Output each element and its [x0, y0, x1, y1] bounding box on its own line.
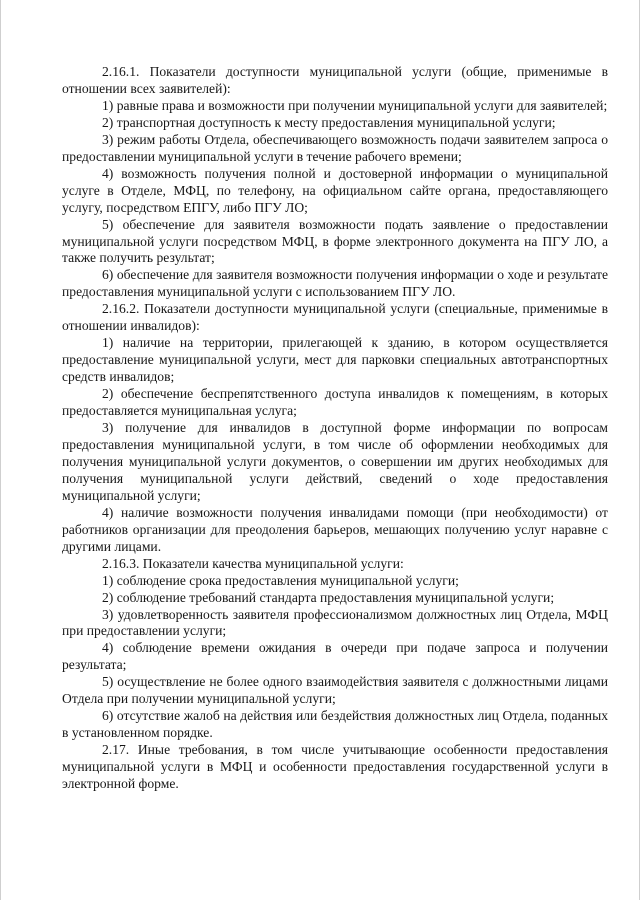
section-2-16-1-heading: 2.16.1. Показатели доступности муниципальной услуги (общие, применимые в отношении всех заявителей):	[62, 64, 608, 96]
list-item: 1) наличие на территории, прилегающей к зданию, в котором осуществляется предоставление муниципальной услуги, мест для парковки специальных автотранспортных средств инвалидов;	[62, 335, 608, 385]
list-item: 2) соблюдение требований стандарта предоставления муниципальной услуги;	[102, 589, 555, 605]
list-item: 1) соблюдение срока предоставления муниципальной услуги;	[102, 572, 459, 588]
list-item: 5) обеспечение для заявителя возможности подать заявление о предоставлении муниципальной услуги посредством МФЦ, в форме электронного документа на ПГУ ЛО, а также получить результат;	[62, 216, 608, 266]
list-item: 1) равные права и возможности при получении муниципальной услуги для заявителей;	[102, 97, 608, 113]
list-item: 2) обеспечение беспрепятственного доступа инвалидов к помещениям, в которых предоставляется муниципальная услуга;	[62, 386, 608, 419]
list-item: 3) режим работы Отдела, обеспечивающего возможность подачи заявителем запроса о предоставлении муниципальной услуги в течение рабочего времени;	[62, 131, 608, 164]
scan-left-edge	[0, 0, 1, 900]
document-page	[62, 64, 608, 793]
list-item: 4) соблюдение времени ожидания в очереди при подаче запроса и получении результата;	[62, 640, 608, 673]
list-item: 2) транспортная доступность к месту предоставления муниципальной услуги;	[102, 114, 556, 130]
section-2-17-paragraph: 2.17. Иные требования, в том числе учитывающие особенности предоставления муниципальной услуги в МФЦ и особенности предоставления государственной услуги в электронной форме.	[62, 742, 608, 792]
list-item: 5) осуществление не более одного взаимодействия заявителя с должностными лицами Отдела при получении муниципальной услуги;	[62, 674, 608, 707]
list-item: 4) наличие возможности получения инвалидами помощи (при необходимости) от работников организации для преодоления барьеров, мешающих получению услуг наравне с другими лицами.	[62, 504, 608, 554]
list-item: 3) получение для инвалидов в доступной форме информации по вопросам предоставления муниципальной услуги, в том числе об оформлении необходимых для получения муниципальной услуги документов, о совершении им других необходимых для получения муниципальной услуги действий, сведений о ходе предоставления муниципальной услуги;	[62, 420, 608, 503]
section-2-16-3-heading: 2.16.3. Показатели качества муниципальной услуги:	[102, 555, 404, 571]
section-2-16-2-heading: 2.16.2. Показатели доступности муниципальной услуги (специальные, применимые в отношении инвалидов):	[62, 301, 608, 334]
list-item: 6) отсутствие жалоб на действия или бездействия должностных лиц Отдела, поданных в установленном порядке.	[62, 708, 608, 741]
list-item: 3) удовлетворенность заявителя профессионализмом должностных лиц Отдела, МФЦ при предоставлении услуги;	[62, 606, 608, 639]
list-item: 6) обеспечение для заявителя возможности получения информации о ходе и результате предоставления муниципальной услуги с использованием ПГУ ЛО.	[62, 267, 608, 300]
list-item: 4) возможность получения полной и достоверной информации о муниципальной услуге в Отделе, МФЦ, по телефону, на официальном сайте органа, предоставляющего услугу, посредством ЕПГУ, либо ПГУ ЛО;	[62, 165, 608, 215]
